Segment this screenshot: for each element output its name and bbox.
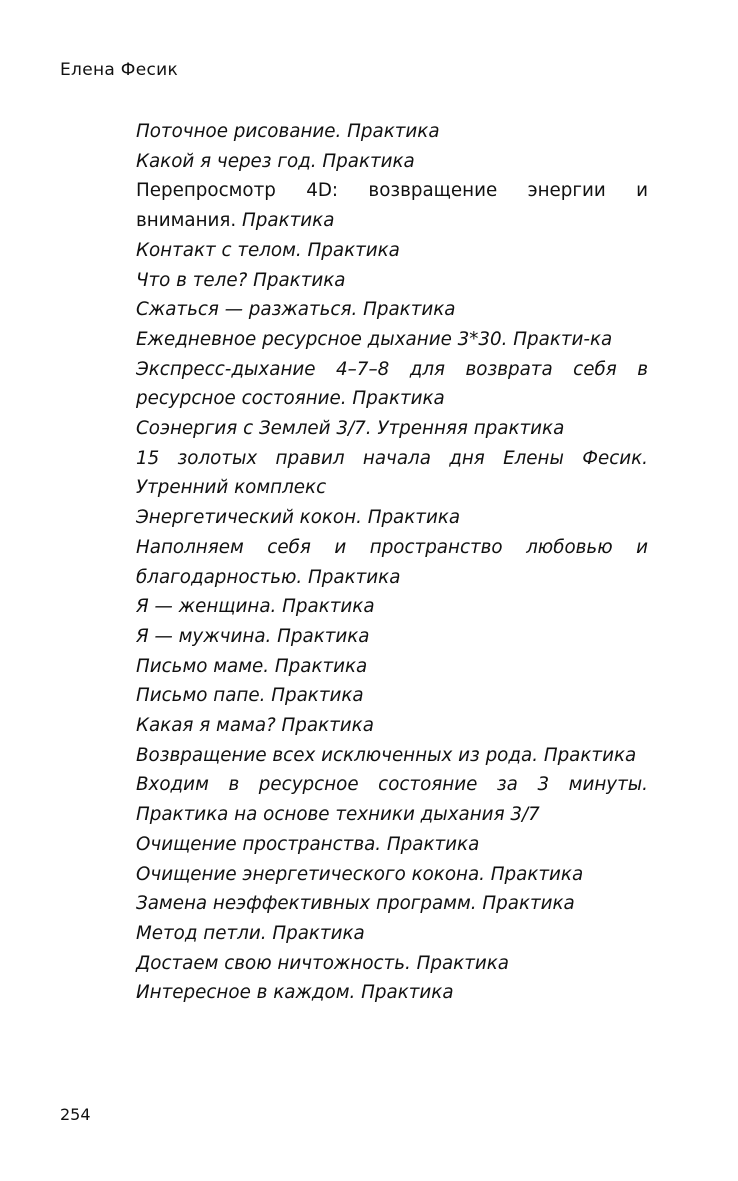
toc-entry-title: Перепросмотр 4D: возвращение энергии и внимания. (136, 180, 648, 232)
toc-entry: Письмо папе. Практика (136, 685, 364, 707)
toc-entry: Ежедневное ресурсное дыхание 3*30. Практи-ка (136, 328, 613, 350)
toc-entry: Достаем свою ничтожность. Практика (136, 952, 509, 974)
toc-entry: Контакт с телом. Практика (136, 239, 400, 261)
toc-entry: Экспресс-дыхание 4–7–8 для возврата себя в ресурсное состояние. Практика (136, 358, 648, 410)
running-head-author: Елена Фесик (60, 60, 179, 80)
toc-entry: Возвращение всех исключенных из рода. Практика (136, 744, 637, 766)
toc-entry: Сжаться — разжаться. Практика (136, 299, 456, 321)
toc-entry: Метод петли. Практика (136, 922, 365, 944)
toc-entry: Я — мужчина. Практика (136, 625, 370, 647)
toc-entry (136, 176, 648, 235)
toc-entry: Наполняем себя и пространство любовью и благодарностью. Практика (136, 536, 648, 588)
toc-entry-suffix: Практика (236, 210, 335, 232)
toc-entry: Какая я мама? Практика (136, 715, 374, 737)
toc-entry: Соэнергия с Землей 3/7. Утренняя практика (136, 418, 565, 440)
toc-entry: Очищение энергетического кокона. Практика (136, 863, 584, 885)
toc-entry: Очищение пространства. Практика (136, 833, 480, 855)
toc-entry: Письмо маме. Практика (136, 655, 368, 677)
toc-entry: 15 золотых правил начала дня Елены Фесик. Утренний комплекс (136, 447, 648, 499)
toc-entry: Замена неэффективных программ. Практика (136, 893, 575, 915)
page-number: 254 (60, 1105, 91, 1124)
toc-entry: Я — женщина. Практика (136, 596, 375, 618)
toc-entry: Входим в ресурсное состояние за 3 минуты. Практика на основе техники дыхания 3/7 (136, 774, 648, 826)
table-of-contents (136, 117, 648, 1008)
toc-entry: Энергетический кокон. Практика (136, 507, 461, 529)
toc-entry: Поточное рисование. Практика (136, 121, 440, 142)
toc-entry: Интересное в каждом. Практика (136, 982, 454, 1004)
toc-entry: Что в теле? Практика (136, 269, 346, 291)
toc-entry: Какой я через год. Практика (136, 150, 415, 172)
